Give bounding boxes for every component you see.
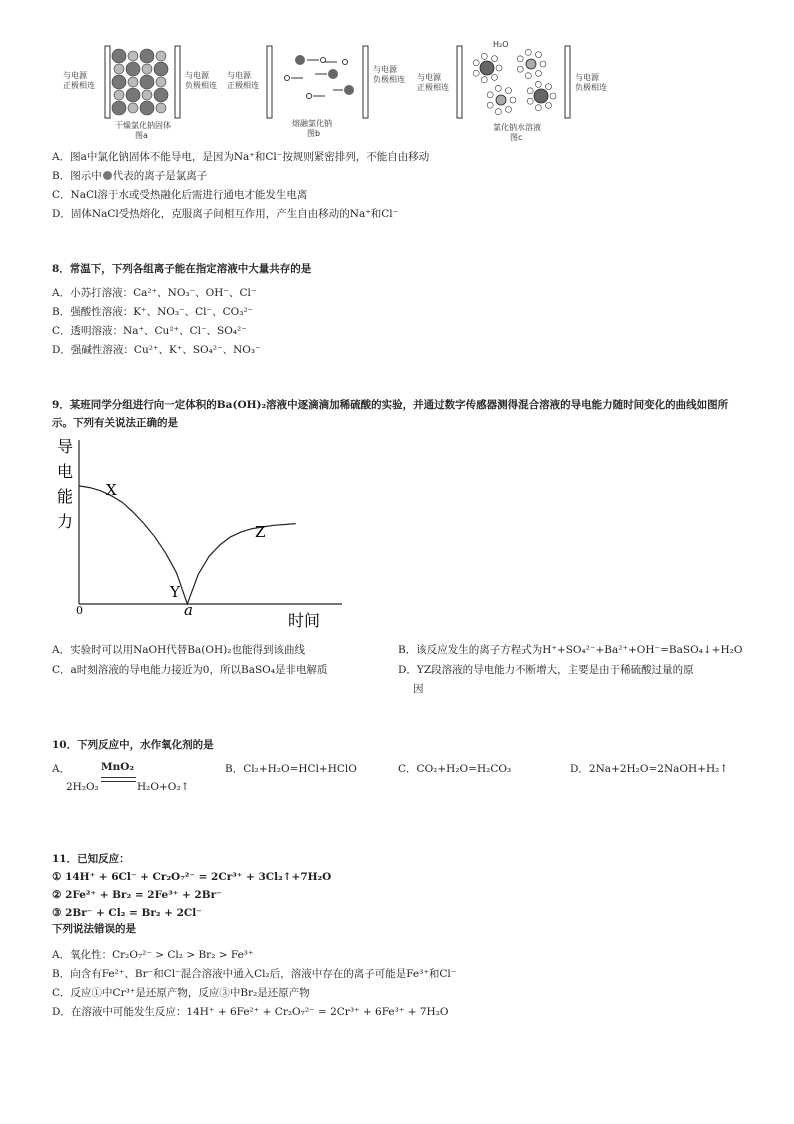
fig-c-left-label-2: 正极相连	[417, 83, 449, 92]
origin-label: 0	[76, 604, 83, 617]
lattice-ion	[128, 77, 138, 87]
q7-option-c: C．NaCl溶于水或受热融化后需进行通电才能发生电离	[52, 189, 308, 201]
fig-a-caption: 干燥氯化钠固体	[115, 121, 171, 130]
q10-option-a-left: 2H₂O₂	[66, 781, 99, 793]
lattice-ion	[112, 101, 126, 115]
lattice-ion	[128, 51, 138, 61]
fig-b-right-label-1: 与电源	[373, 65, 397, 74]
y-axis-label-char: 力	[57, 512, 74, 531]
q9-stem: 9．某班同学分组进行向一定体积的Ba(OH)₂溶液中逐滴滴加稀硫酸的实验，并通过数字传感器测得混合溶液的导电能力随时间变化的曲线如图所示。下列有关说法正确的是	[52, 399, 729, 429]
fig-b-left-label-2: 正极相连	[227, 81, 259, 90]
q9-option-d-line2: 因	[413, 683, 424, 695]
fig-a-right-label-1: 与电源	[185, 71, 209, 80]
fig-a-right-label-2: 负极相连	[185, 81, 217, 90]
y-axis-label-char: 电	[57, 462, 74, 481]
point-label-z: Z	[255, 523, 266, 541]
lattice-ion	[154, 88, 168, 102]
q11-option-b: B．向含有Fe²⁺、Br⁻和Cl⁻混合溶液中通入Cl₂后，溶液中存在的离子可能是Fe³⁺和Cl⁻	[52, 968, 457, 980]
point-label-a: a	[184, 601, 193, 619]
q7-option-b	[52, 169, 207, 183]
q11-option-a: A．氧化性：Cr₂O₇²⁻ > Cl₂ > Br₂ > Fe³⁺	[52, 949, 254, 961]
q10-stem: 10．下列反应中，水作氧化剂的是	[52, 739, 214, 751]
lattice-ion	[112, 75, 126, 89]
x-axis-label: 时间	[288, 611, 321, 630]
fig-a-left-label-2: 正极相连	[63, 81, 95, 90]
conductivity-curve	[79, 486, 296, 604]
q7-option-b-post: 代表的离子是氯离子	[112, 170, 208, 182]
reaction-double-arrow	[101, 777, 136, 782]
lattice-ion	[126, 88, 140, 102]
q9-option-d-line1: D．YZ段溶液的导电能力不断增大，主要是由于稀硫酸过量的原	[398, 664, 694, 676]
q11-option-c: C．反应①中Cr³⁺是还原产物，反应③中Br₂是还原产物	[52, 987, 310, 999]
figure-b	[227, 46, 405, 138]
point-label-y: Y	[170, 583, 180, 601]
q8-option-b: B．强酸性溶液：K⁺、NO₃⁻、Cl⁻、CO₃²⁻	[52, 306, 254, 318]
conductivity-time-chart	[52, 432, 352, 632]
fig-c-caption: 氯化钠水溶液	[493, 123, 541, 132]
hydrated-ion	[517, 49, 546, 78]
lattice-ion	[156, 103, 166, 113]
q8-option-d: D．强碱性溶液：Cu²⁺、K⁺、SO₄²⁻、NO₃⁻	[52, 344, 261, 356]
fig-b-sub: 图b	[307, 129, 321, 138]
q9-option-a: A．实验时可以用NaOH代替Ba(OH)₂也能得到该曲线	[52, 644, 305, 656]
q8-option-c: C．透明溶液：Na⁺、Cu²⁺、Cl⁻、SO₄²⁻	[52, 325, 247, 337]
q10-option-a-condition: MnO₂	[101, 761, 135, 773]
lattice-ion	[140, 75, 154, 89]
fig-c-right-label-1: 与电源	[575, 73, 599, 82]
hydrated-ions	[473, 49, 556, 114]
fig-b-left-label-1: 与电源	[227, 71, 251, 80]
lattice-ion	[156, 51, 166, 61]
figure-c	[417, 40, 607, 142]
lattice-ion	[156, 77, 166, 87]
q10-option-c: C．CO₂+H₂O=H₂CO₃	[398, 763, 512, 775]
molten-ions	[285, 55, 355, 99]
hydrated-ion	[527, 81, 556, 110]
q10-option-b: B．Cl₂+H₂O=HCl+HClO	[225, 763, 357, 775]
fig-b-caption: 熔融氯化钠	[292, 119, 332, 128]
lattice-ion	[126, 62, 140, 76]
fig-c-sub: 图c	[510, 133, 523, 142]
lattice-ion	[112, 49, 126, 63]
y-axis-label-char: 能	[57, 487, 74, 506]
q10-option-d: D．2Na+2H₂O=2NaOH+H₂↑	[570, 763, 729, 775]
fig-a-sub: 图a	[135, 131, 148, 140]
lattice-ion	[140, 49, 154, 63]
fig-c-water-label: H₂O	[493, 40, 509, 49]
point-label-x: X	[106, 481, 117, 499]
q8-option-a: A．小苏打溶液：Ca²⁺、NO₃⁻、OH⁻、Cl⁻	[52, 287, 257, 299]
q10-option-a-right: H₂O+O₂↑	[137, 781, 190, 793]
lattice-ion	[114, 64, 124, 74]
q11-stem: 11．已知反应：	[52, 853, 130, 865]
q7-option-a: A．图a中氯化钠固体不能导电，是因为Na⁺和Cl⁻按规则紧密排列，不能自由移动	[52, 151, 430, 163]
q7-option-b-pre: B．图示中	[52, 170, 102, 182]
q8-stem: 8．常温下，下列各组离子能在指定溶液中大量共存的是	[52, 263, 312, 275]
q11-option-d: D．在溶液中可能发生反应：14H⁺ + 6Fe²⁺ + Cr₂O₇²⁻ = 2Cr³⁺ + 6Fe³⁺ + 7H₂O	[52, 1006, 449, 1018]
q11-reaction-2: ② 2Fe²⁺ + Br₂ = 2Fe³⁺ + 2Br⁻	[52, 889, 222, 901]
q11-reaction-3: ③ 2Br⁻ + Cl₂ = Br₂ + 2Cl⁻	[52, 907, 202, 919]
fig-b-right-label-2: 负极相连	[373, 75, 405, 84]
q10-option-a-label: A．	[52, 763, 71, 775]
fig-c-right-label-2: 负极相连	[575, 83, 607, 92]
q9-option-b: B．该反应发生的离子方程式为H⁺+SO₄²⁻+Ba²⁺+OH⁻=BaSO₄↓+H₂O	[398, 644, 743, 656]
chloride-ion-icon	[103, 171, 112, 180]
hydrated-ion	[487, 85, 516, 114]
lattice-ion	[140, 101, 154, 115]
hydrated-ion	[473, 53, 502, 82]
fig-c-left-label-1: 与电源	[417, 73, 441, 82]
figure-a	[63, 46, 217, 140]
nacl-conductivity-figure	[55, 38, 607, 150]
lattice-ion	[128, 103, 138, 113]
lattice-ion	[114, 90, 124, 100]
nacl-crystal-lattice	[112, 49, 168, 115]
y-axis-label-char: 导	[57, 437, 74, 456]
q9-option-c: C．a时刻溶液的导电能力接近为0，所以BaSO₄是非电解质	[52, 664, 328, 676]
lattice-ion	[154, 62, 168, 76]
q11-reaction-1: ① 14H⁺ + 6Cl⁻ + Cr₂O₇²⁻ = 2Cr³⁺ + 3Cl₂↑+7H₂O	[52, 871, 332, 883]
lattice-ion	[142, 64, 152, 74]
y-axis-label	[57, 437, 73, 531]
q11-ask: 下列说法错误的是	[52, 923, 136, 935]
q7-option-d: D．固体NaCl受热熔化，克服离子间相互作用，产生自由移动的Na⁺和Cl⁻	[52, 208, 399, 220]
fig-a-left-label-1: 与电源	[63, 71, 87, 80]
lattice-ion	[142, 90, 152, 100]
